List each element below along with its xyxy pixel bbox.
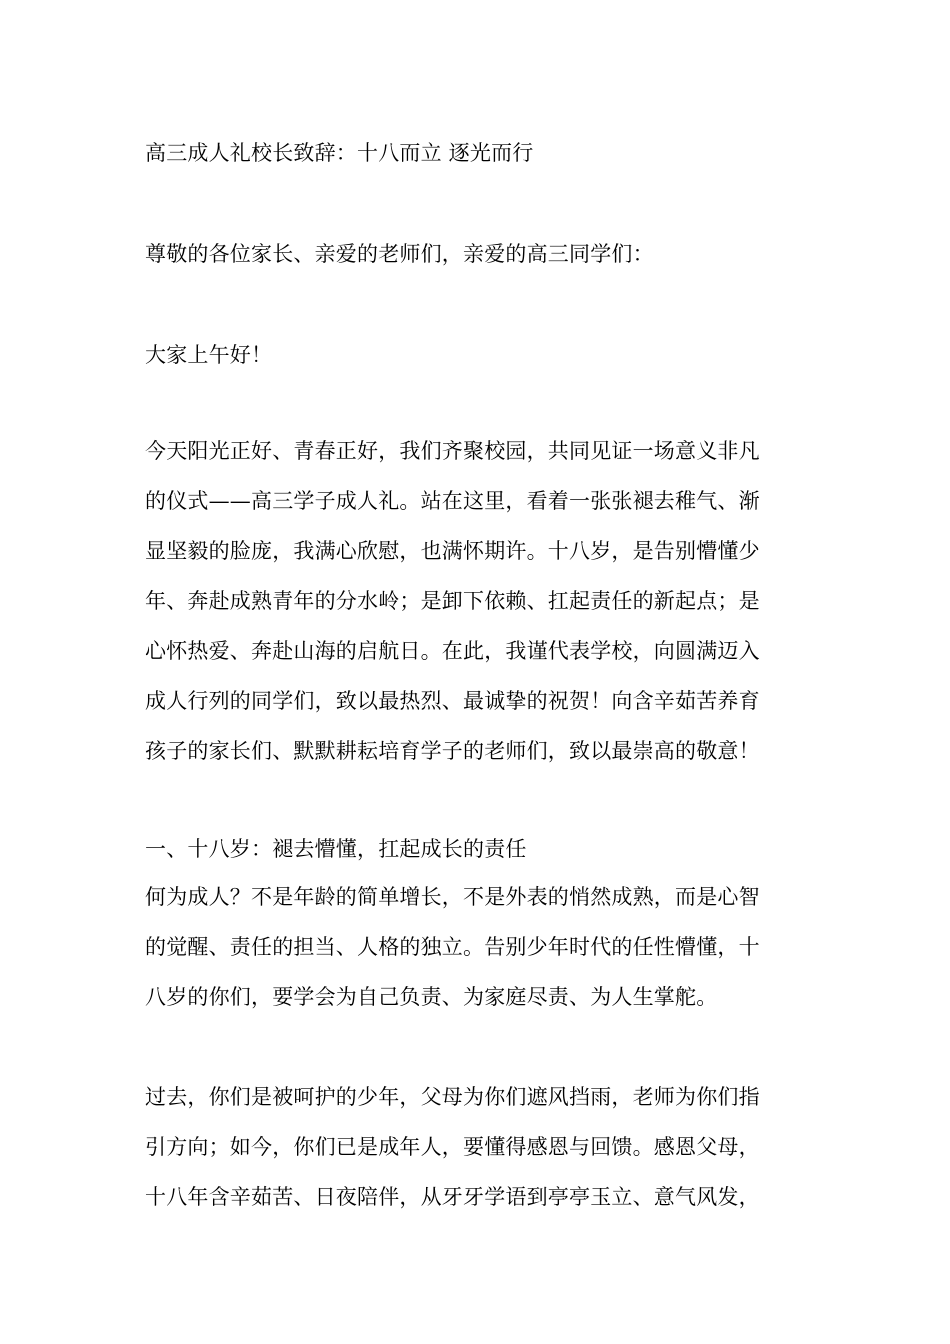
paragraph-line: 何为成人？不是年龄的简单增长，不是外表的悄然成熟，而是心智: [145, 885, 760, 909]
paragraph-line: 今天阳光正好、青春正好，我们齐聚校园，共同见证一场意义非凡: [145, 439, 760, 463]
paragraph-line: 年、奔赴成熟青年的分水岭；是卸下依赖、扛起责任的新起点；是: [145, 589, 760, 613]
paragraph-line: 八岁的你们，要学会为自己负责、为家庭尽责、为人生掌舵。: [145, 985, 718, 1009]
paragraph-line: 引方向；如今，你们已是成年人，要懂得感恩与回馈。感恩父母，: [145, 1135, 760, 1159]
greeting: 大家上午好！: [145, 343, 273, 367]
paragraph-line: 的仪式——高三学子成人礼。站在这里，看着一张张褪去稚气、渐: [145, 489, 760, 513]
document-title: 高三成人礼校长致辞：十八而立 逐光而行: [145, 141, 534, 165]
paragraph-line: 的觉醒、责任的担当、人格的独立。告别少年时代的任性懵懂，十: [145, 935, 760, 959]
paragraph-line: 显坚毅的脸庞，我满心欣慰，也满怀期许。十八岁，是告别懵懂少: [145, 539, 760, 563]
paragraph-line: 过去，你们是被呵护的少年，父母为你们遮风挡雨，老师为你们指: [145, 1085, 760, 1109]
paragraph-line: 十八年含辛茹苦、日夜陪伴，从牙牙学语到亭亭玉立、意气风发，: [145, 1185, 760, 1209]
paragraph-line: 孩子的家长们、默默耕耘培育学子的老师们，致以最崇高的敬意！: [145, 739, 760, 763]
paragraph-line: 成人行列的同学们，致以最热烈、最诚挚的祝贺！向含辛茹苦养育: [145, 689, 760, 713]
salutation: 尊敬的各位家长、亲爱的老师们，亲爱的高三同学们：: [145, 242, 654, 266]
paragraph-line: 心怀热爱、奔赴山海的启航日。在此，我谨代表学校，向圆满迈入: [145, 639, 760, 663]
section-heading: 一、十八岁：褪去懵懂，扛起成长的责任: [145, 837, 527, 861]
